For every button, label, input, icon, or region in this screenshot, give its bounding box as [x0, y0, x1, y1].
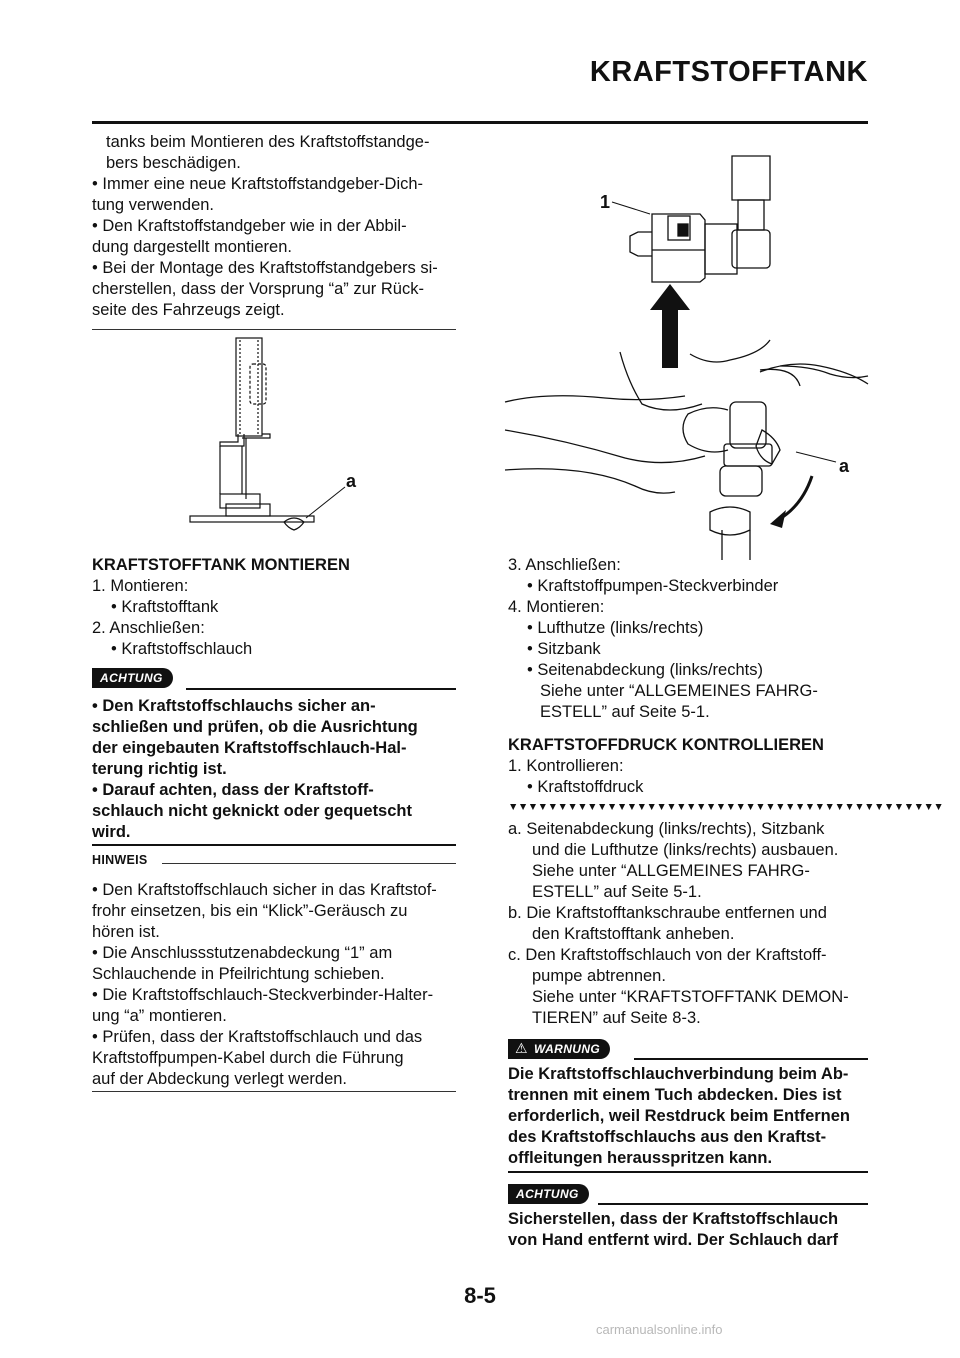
- text-line: b. Die Kraftstofftankschraube entfernen und: [508, 904, 827, 922]
- intro-line: tanks beim Montieren des Kraftstoffstandge-: [106, 133, 430, 151]
- sub-step: [508, 945, 880, 1029]
- caution-end-rule: [92, 844, 456, 846]
- left-intro: [92, 132, 462, 321]
- text-line: des Kraftstoffschlauchs aus den Kraftst-: [508, 1128, 827, 1146]
- text-line: auf der Abdeckung verlegt werden.: [92, 1070, 348, 1088]
- text-line: Kraftstoffpumpen-Kabel durch die Führung: [92, 1049, 404, 1067]
- warning-badge: [508, 1039, 610, 1059]
- step-line: • Kraftstofftank: [111, 598, 219, 616]
- intro-line: bers beschädigen.: [106, 154, 241, 172]
- warning-label: WARNUNG: [534, 1042, 601, 1056]
- text-line: Siehe unter “KRAFTSTOFFTANK DEMON-: [532, 988, 849, 1006]
- text-line: den Kraftstofftank anheben.: [532, 925, 735, 943]
- text-line: • Den Kraftstoffschlauch sicher in das Kraftstof-: [92, 881, 437, 899]
- step-line: • Kraftstoffschlauch: [111, 640, 253, 658]
- figure-label-1: 1: [600, 192, 611, 212]
- step-line: 2. Anschließen:: [92, 619, 205, 637]
- step-line: • Kraftstoffpumpen-Steckverbinder: [527, 577, 779, 595]
- fuel-sender-illustration: [180, 334, 380, 540]
- warning-icon: ⚠: [515, 1040, 528, 1056]
- note-rule: [162, 863, 456, 864]
- text-line: der eingebauten Kraftstoffschlauch-Hal-: [92, 739, 407, 757]
- note-bullet: [92, 1027, 464, 1090]
- text-line: • Immer eine neue Kraftstoffstandgeber-Dich-: [92, 175, 424, 193]
- text-line: Die Kraftstoffschlauchverbindung beim Ab-: [508, 1065, 849, 1083]
- procedure-start-marker: ▼▼▼▼▼▼▼▼▼▼▼▼▼▼▼▼▼▼▼▼▼▼▼▼▼▼▼▼▼▼▼▼▼▼▼▼▼▼▼▼▼▼▼▼: [508, 801, 944, 813]
- fuel-connector-illustration: [500, 140, 870, 560]
- text-line: cherstellen, dass der Vorsprung “a” zur Rück-: [92, 280, 424, 298]
- connect-steps: [508, 555, 878, 723]
- caution-text-right: [508, 1209, 880, 1251]
- text-line: c. Den Kraftstoffschlauch von der Kraftstoff-: [508, 946, 827, 964]
- text-line: schlauch nicht geknickt oder gequetscht: [92, 802, 412, 820]
- sub-step: [508, 819, 880, 903]
- page-title: KRAFTSTOFFTANK: [589, 56, 868, 88]
- text-line: und die Lufthutze (links/rechts) ausbauen.: [532, 841, 839, 859]
- intro-bullet: [92, 174, 462, 216]
- text-line: hören ist.: [92, 923, 160, 941]
- step-line: Siehe unter “ALLGEMEINES FAHRG-: [540, 682, 818, 700]
- section-title: KRAFTSTOFFDRUCK KONTROLLIEREN: [508, 736, 824, 754]
- text-line: Sicherstellen, dass der Kraftstoffschlauch: [508, 1210, 839, 1228]
- sub-steps: [508, 819, 880, 1029]
- warning-end-rule: [508, 1171, 868, 1173]
- note-end-rule: [92, 329, 456, 330]
- caution-badge: ACHTUNG: [92, 668, 173, 688]
- step-line: • Lufthutze (links/rechts): [527, 619, 704, 637]
- text-line: • Die Anschlussstutzenabdeckung “1” am: [92, 944, 393, 962]
- text-line: • Bei der Montage des Kraftstoffstandgebers si-: [92, 259, 438, 277]
- install-section: [92, 555, 462, 660]
- intro-bullet: [92, 216, 462, 258]
- text-line: frohr einsetzen, bis ein “Klick”-Geräusch zu: [92, 902, 408, 920]
- text-line: • Den Kraftstoffstandgeber wie in der Abbil-: [92, 217, 407, 235]
- text-line: offleitungen herausspritzen kann.: [508, 1149, 773, 1167]
- caution-rule: [186, 688, 456, 690]
- text-line: terung richtig ist.: [92, 760, 227, 778]
- warning-rule: [634, 1058, 868, 1060]
- text-line: TIEREN” auf Seite 8-3.: [532, 1009, 701, 1027]
- text-line: pumpe abtrennen.: [532, 967, 666, 985]
- text-line: • Darauf achten, dass der Kraftstoff-: [92, 781, 374, 799]
- text-line: seite des Fahrzeugs zeigt.: [92, 301, 285, 319]
- header-rule: [92, 121, 868, 124]
- step-line: • Sitzbank: [527, 640, 601, 658]
- step-line: 3. Anschließen:: [508, 556, 621, 574]
- text-line: von Hand entfernt wird. Der Schlauch darf: [508, 1231, 839, 1249]
- step-line: • Kraftstoffdruck: [527, 778, 644, 796]
- text-line: a. Seitenabdeckung (links/rechts), Sitzbank: [508, 820, 825, 838]
- note-text: [92, 880, 464, 1090]
- text-line: • Den Kraftstoffschlauchs sicher an-: [92, 697, 376, 715]
- text-line: trennen mit einem Tuch abdecken. Dies ist: [508, 1086, 842, 1104]
- note-end-rule: [92, 1091, 456, 1092]
- text-line: ung “a” montieren.: [92, 1007, 227, 1025]
- text-line: erforderlich, weil Restdruck beim Entfernen: [508, 1107, 851, 1125]
- text-line: Siehe unter “ALLGEMEINES FAHRG-: [532, 862, 810, 880]
- text-line: tung verwenden.: [92, 196, 215, 214]
- warning-text: [508, 1064, 880, 1169]
- caution-bullet: [92, 780, 464, 843]
- note-bullet: [92, 943, 464, 985]
- caution-bullet: [92, 696, 464, 780]
- figure-label-a-right: a: [839, 456, 850, 476]
- step-line: • Seitenabdeckung (links/rechts): [527, 661, 763, 679]
- caution-text: [92, 696, 464, 843]
- step-line: 4. Montieren:: [508, 598, 605, 616]
- text-line: • Prüfen, dass der Kraftstoffschlauch und das: [92, 1028, 423, 1046]
- note-label: HINWEIS: [92, 853, 148, 867]
- intro-bullet: [92, 258, 462, 321]
- page-number: 8-5: [464, 1283, 496, 1308]
- step-line: 1. Montieren:: [92, 577, 189, 595]
- text-line: • Die Kraftstoffschlauch-Steckverbinder-Halter-: [92, 986, 434, 1004]
- note-bullet: [92, 985, 464, 1027]
- sub-step: [508, 903, 880, 945]
- pressure-section: [508, 735, 878, 798]
- text-line: Schlauchende in Pfeilrichtung schieben.: [92, 965, 385, 983]
- text-line: dung dargestellt montieren.: [92, 238, 292, 256]
- text-line: ESTELL” auf Seite 5-1.: [532, 883, 702, 901]
- note-bullet: [92, 880, 464, 943]
- figure-label-a: a: [346, 471, 357, 491]
- watermark: carmanualsonline.info: [596, 1322, 723, 1337]
- caution-badge-right: ACHTUNG: [508, 1184, 589, 1204]
- section-title: KRAFTSTOFFTANK MONTIEREN: [92, 556, 350, 574]
- caution-rule-right: [598, 1203, 868, 1205]
- text-line: wird.: [92, 823, 131, 841]
- text-line: schließen und prüfen, ob die Ausrichtung: [92, 718, 418, 736]
- step-line: 1. Kontrollieren:: [508, 757, 624, 775]
- step-line: ESTELL” auf Seite 5-1.: [540, 703, 710, 721]
